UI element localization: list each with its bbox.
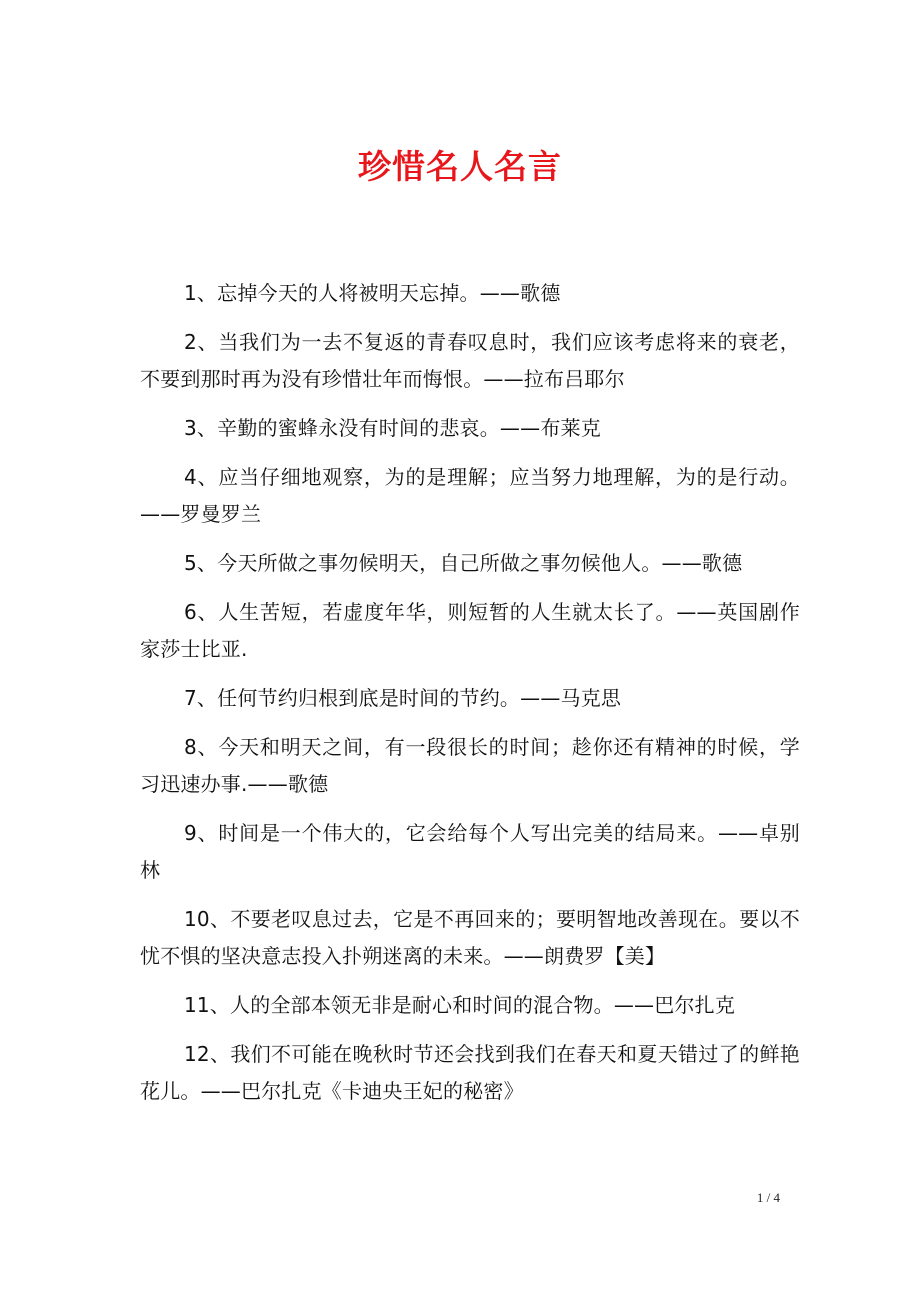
document-title: 珍惜名人名言 [358, 147, 562, 186]
quote-item: 1、忘掉今天的人将被明天忘掉。——歌德 [184, 281, 561, 305]
quote-item: 8、今天和明天之间，有一段很长的时间；趁你还有精神的时候，学习迅速办事.——歌德 [140, 735, 800, 796]
quote-item: 9、时间是一个伟大的，它会给每个人写出完美的结局来。——卓别林 [140, 821, 800, 882]
quote-item: 4、应当仔细地观察，为的是理解；应当努力地理解，为的是行动。——罗曼罗兰 [140, 465, 800, 526]
quote-item: 12、我们不可能在晚秋时节还会找到我们在春天和夏天错过了的鲜艳花儿。——巴尔扎克《卡迪央王妃的秘密》 [140, 1042, 800, 1103]
quote-item: 6、人生苦短，若虚度年华，则短暂的人生就太长了。——英国剧作家莎士比亚. [140, 600, 800, 661]
quote-item: 5、今天所做之事勿候明天，自己所做之事勿候他人。——歌德 [184, 551, 743, 575]
quote-item: 2、当我们为一去不复返的青春叹息时，我们应该考虑将来的衰老，不要到那时再为没有珍惜壮年而悔恨。——拉布吕耶尔 [140, 330, 800, 391]
quote-list [140, 275, 800, 1122]
quote-item: 11、人的全部本领无非是耐心和时间的混合物。——巴尔扎克 [184, 993, 736, 1017]
quote-item: 3、辛勤的蜜蜂永没有时间的悲哀。——布莱克 [184, 416, 601, 440]
quote-item: 7、任何节约归根到底是时间的节约。——马克思 [184, 686, 622, 710]
quote-item: 10、不要老叹息过去，它是不再回来的；要明智地改善现在。要以不忧不惧的坚决意志投入扑朔迷离的未来。——朗费罗【美】 [140, 907, 800, 968]
page-number: 1 / 4 [756, 1190, 780, 1205]
